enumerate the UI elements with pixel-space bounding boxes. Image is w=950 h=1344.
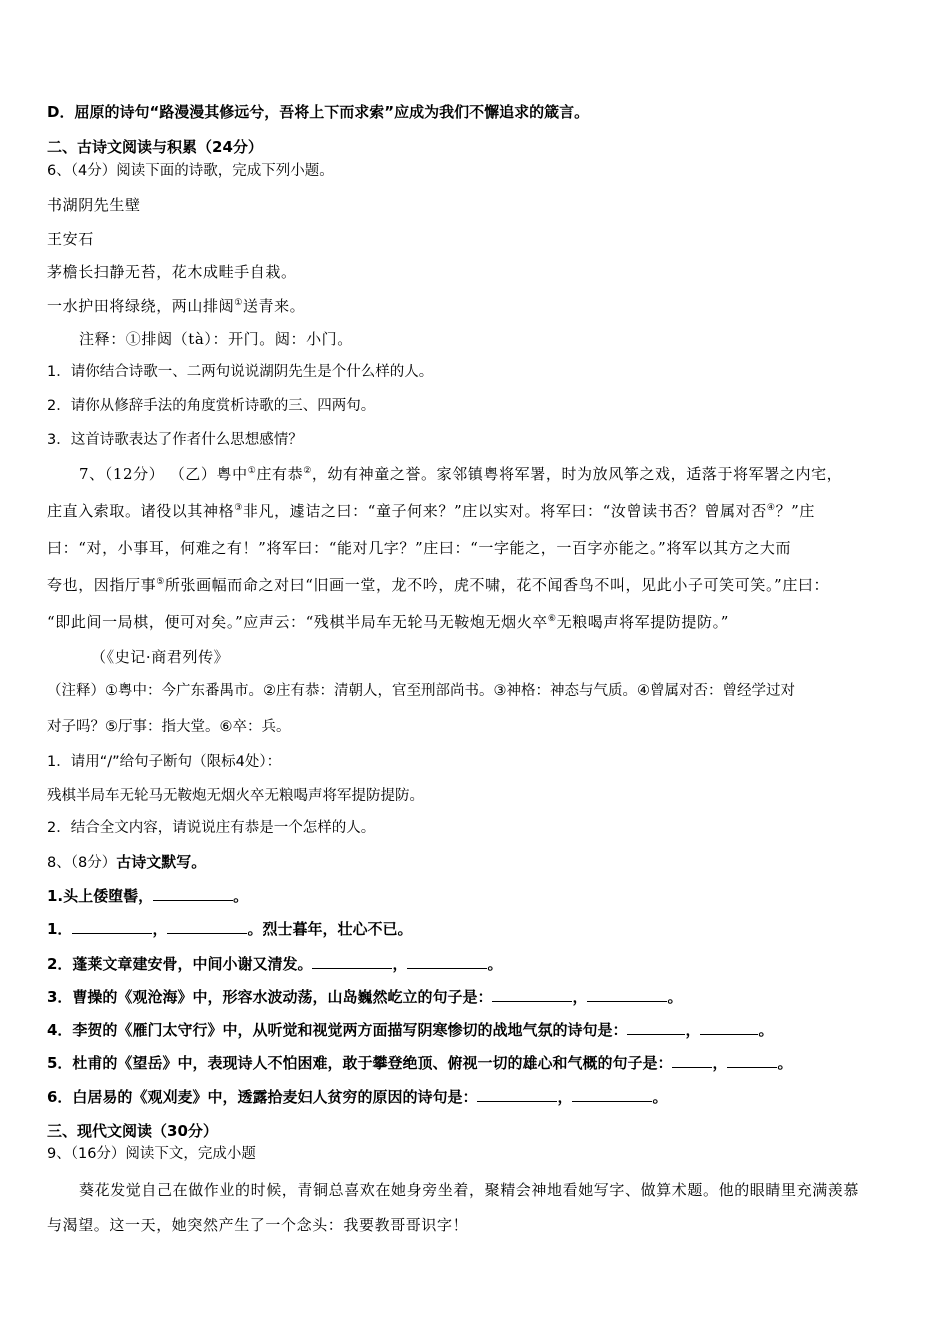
footnote-mark: ① bbox=[234, 298, 243, 308]
recite-6 bbox=[47, 1053, 792, 1073]
answer-blank[interactable] bbox=[477, 1087, 557, 1102]
footnote-mark: ② bbox=[303, 466, 312, 476]
footnote-mark: ③ bbox=[234, 503, 243, 513]
passage-7-line-4 bbox=[47, 575, 829, 595]
recite-1 bbox=[47, 886, 248, 906]
passage-7-line-5 bbox=[47, 612, 729, 632]
answer-blank[interactable] bbox=[700, 1020, 758, 1035]
notes-line-1: （注释）①粤中：今广东番禺市。②庄有恭：清朝人，官至刑部尚书。③神格：神态与气质。④曾属对否：曾经学过对 bbox=[47, 683, 795, 699]
question-6-intro: 6、（4分）阅读下面的诗歌，完成下列小题。 bbox=[47, 163, 334, 179]
footnote-mark: ⑤ bbox=[156, 577, 165, 587]
question-8-title: 古诗文默写。 bbox=[116, 853, 207, 871]
answer-blank[interactable] bbox=[407, 954, 487, 969]
recite-text: 6．白居易的《观刈麦》中，透露拾麦妇人贫穷的原因的诗句是： bbox=[47, 1088, 478, 1106]
question-7-1-text: 残棋半局车无轮马无鞍炮无烟火卒无粮喝声将军提防提防。 bbox=[47, 788, 424, 804]
answer-blank[interactable] bbox=[153, 886, 233, 901]
recite-text: 。 bbox=[652, 1088, 668, 1106]
answer-blank[interactable] bbox=[627, 1020, 685, 1035]
recite-4 bbox=[47, 987, 682, 1007]
recite-text: 3．曹操的《观沧海》中，形容水波动荡，山岛巍然屹立的句子是： bbox=[47, 988, 493, 1006]
answer-blank[interactable] bbox=[587, 987, 667, 1002]
recite-text: 。 bbox=[233, 887, 249, 905]
recite-5 bbox=[47, 1020, 773, 1040]
answer-blank[interactable] bbox=[672, 1053, 712, 1068]
passage-text: “即此间一局棋，便可对矣。”应声云：“残棋半局车无轮马无鞍炮无烟火卒 bbox=[47, 613, 548, 631]
story-line-1: 葵花发觉自己在做作业的时候，青铜总喜欢在她身旁坐着，聚精会神地看她写字、做算术题。他的眼睛里充满羡慕 bbox=[79, 1181, 860, 1199]
recite-text: 5．杜甫的《望岳》中，表现诗人不怕困难，敢于攀登绝顶、俯视一切的雄心和气概的句子是： bbox=[47, 1054, 673, 1072]
option-d: D．屈原的诗句“路漫漫其修远兮，吾将上下而求索”应成为我们不懈追求的箴言。 bbox=[47, 103, 590, 121]
question-6-1: 1．请你结合诗歌一、二两句说说湖阴先生是个什么样的人。 bbox=[47, 364, 434, 380]
section-2-heading: 二、古诗文阅读与积累（24分） bbox=[47, 138, 263, 156]
footnote-mark: ① bbox=[247, 466, 257, 476]
poem-title: 书湖阴先生壁 bbox=[47, 196, 141, 214]
passage-text: 夸也，因指厅事 bbox=[47, 576, 157, 594]
answer-blank[interactable] bbox=[492, 987, 572, 1002]
footnote-mark: ④ bbox=[766, 503, 776, 513]
recite-text: ， bbox=[392, 955, 408, 973]
passage-text: 所张画幅而命之对曰“旧画一堂，龙不吟，虎不啸，花不闻香鸟不叫，见此小子可笑可笑。”庄曰： bbox=[164, 576, 830, 594]
question-9-intro: 9、（16分）阅读下文，完成小题 bbox=[47, 1146, 256, 1162]
question-6-3: 3．这首诗歌表达了作者什么思想感情？ bbox=[47, 432, 303, 448]
answer-blank[interactable] bbox=[727, 1053, 777, 1068]
passage-text: 庄有恭 bbox=[256, 465, 304, 483]
recite-text: ， bbox=[685, 1021, 701, 1039]
passage-text: ，幼有神童之誉。家邻镇粤将军署，时为放风筝之戏，适落于将军署之内宅， bbox=[311, 465, 843, 483]
recite-3 bbox=[47, 954, 502, 974]
answer-blank[interactable] bbox=[572, 1087, 652, 1102]
recite-7 bbox=[47, 1087, 667, 1107]
passage-text: 7、（12分） （乙）粤中 bbox=[79, 465, 248, 483]
section-3-heading: 三、现代文阅读（30分） bbox=[47, 1122, 218, 1140]
question-6-2: 2．请你从修辞手法的角度赏析诗歌的三、四两句。 bbox=[47, 398, 376, 414]
poem-line-1: 茅檐长扫静无苔，花木成畦手自栽。 bbox=[47, 263, 297, 281]
question-7-2: 2．结合全文内容，请说说庄有恭是一个怎样的人。 bbox=[47, 820, 376, 836]
recite-text: ， bbox=[712, 1054, 728, 1072]
recite-text: 。 bbox=[667, 988, 683, 1006]
story-line-2: 与渴望。这一天，她突然产生了一个念头：我要教哥哥识字！ bbox=[47, 1216, 469, 1234]
passage-text: 无粮喝声将军提防提防。” bbox=[556, 613, 729, 631]
recite-text: 2．蓬莱文章建安骨，中间小谢又清发。 bbox=[47, 955, 313, 973]
recite-text: 。 bbox=[487, 955, 503, 973]
recite-text: 1.头上倭堕髻， bbox=[47, 887, 154, 905]
question-8 bbox=[47, 852, 206, 873]
recite-text: 。 bbox=[777, 1054, 793, 1072]
passage-source: （《史记·商君列传》 bbox=[91, 648, 230, 666]
recite-text: ， bbox=[152, 920, 168, 938]
passage-7-line-3: 曰：“对，小事耳，何难之有！”将军曰：“能对几字？”庄曰：“一字能之，一百字亦能之。”将军以其方之大而 bbox=[47, 539, 792, 557]
answer-blank[interactable] bbox=[72, 919, 152, 934]
recite-2 bbox=[47, 919, 412, 939]
recite-text: 。 bbox=[758, 1021, 774, 1039]
question-7-1: 1．请用“/”给句子断句（限标4处）： bbox=[47, 754, 282, 770]
poem-author: 王安石 bbox=[47, 230, 94, 248]
footnote-mark: ⑥ bbox=[547, 614, 557, 624]
passage-text: 非凡，遽诘之曰：“童子何来？”庄以实对。将军曰：“汝曾读书否？曾属对否 bbox=[242, 502, 767, 520]
passage-text: 庄直入索取。诸役以其神格 bbox=[47, 502, 235, 520]
recite-text: ， bbox=[572, 988, 588, 1006]
poem-line-2-b: 送青来。 bbox=[242, 297, 306, 315]
recite-text: 1． bbox=[47, 920, 73, 938]
notes-line-2: 对子吗？⑤厅事：指大堂。⑥卒：兵。 bbox=[47, 719, 291, 735]
answer-blank[interactable] bbox=[167, 919, 247, 934]
poem-line-2 bbox=[47, 296, 305, 316]
question-8-number: 8、（8分） bbox=[47, 855, 117, 871]
passage-7-line-1 bbox=[79, 464, 842, 484]
passage-text: ？”庄 bbox=[775, 502, 816, 520]
passage-7-line-2 bbox=[47, 501, 815, 521]
poem-note: 注释：①排闼（tà）：开门。闼：小门。 bbox=[79, 330, 353, 348]
recite-text: 4．李贺的《雁门太守行》中，从听觉和视觉两方面描写阴寒惨切的战地气氛的诗句是： bbox=[47, 1021, 628, 1039]
recite-text: 。烈士暮年，壮心不已。 bbox=[247, 920, 413, 938]
recite-text: ， bbox=[557, 1088, 573, 1106]
poem-line-2-a: 一水护田将绿绕，两山排闼 bbox=[47, 297, 235, 315]
answer-blank[interactable] bbox=[312, 954, 392, 969]
